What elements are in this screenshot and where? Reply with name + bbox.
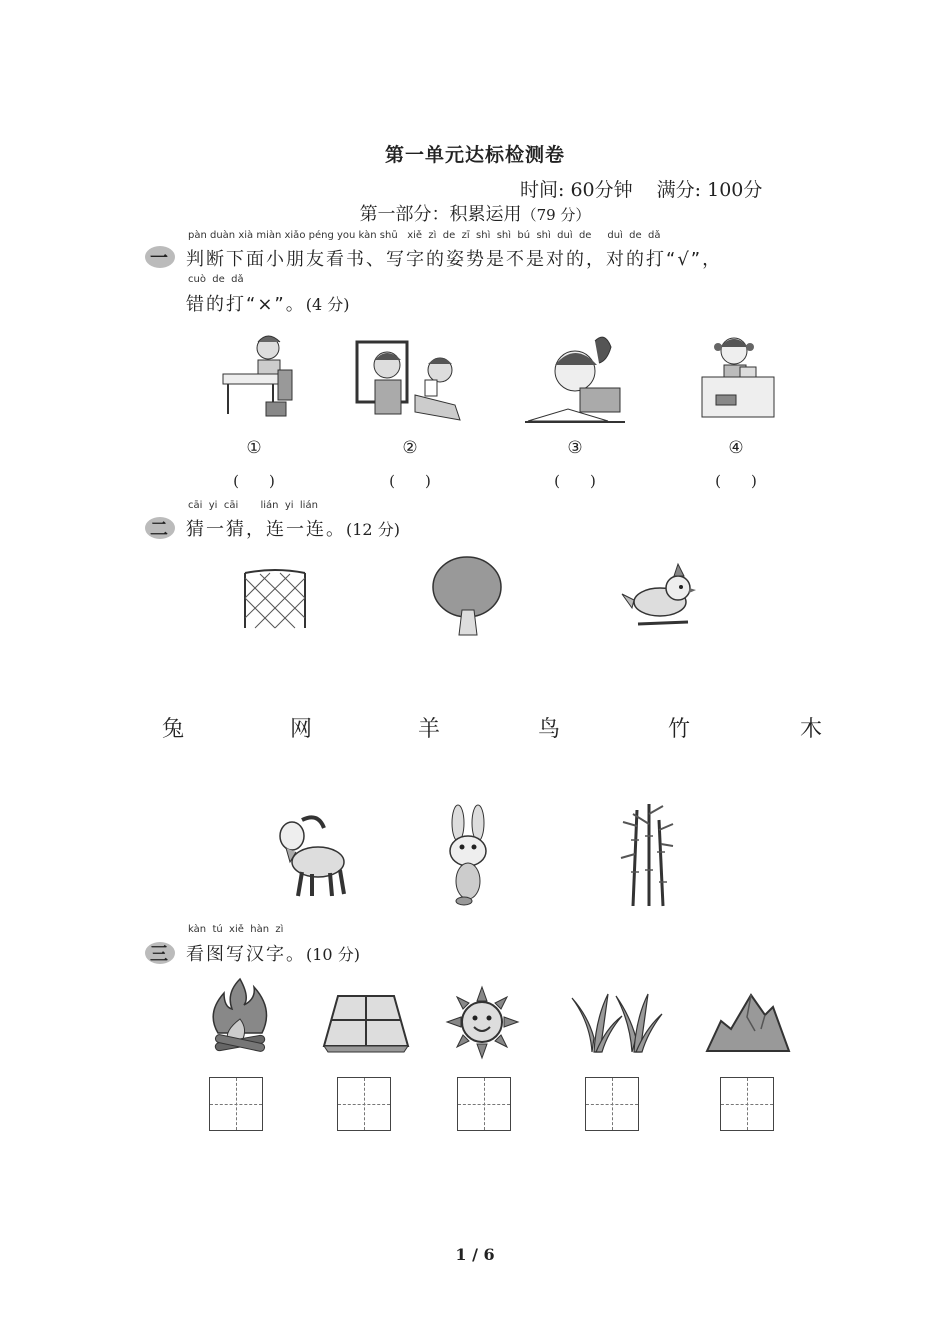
writing-grid-3[interactable] (457, 1077, 511, 1131)
q3-pinyin: kàn tú xiě hàn zì (188, 924, 284, 935)
full-score: 满分: 100分 (656, 179, 763, 201)
q1-answer-3[interactable]: ( ) (554, 472, 596, 490)
char-sheep[interactable]: 羊 (417, 717, 440, 742)
part-heading (0, 200, 950, 226)
tree-image (430, 555, 505, 637)
char-wood[interactable]: 木 (799, 717, 822, 742)
page-number: 1 / 6 (455, 1245, 495, 1264)
goat-image (272, 810, 352, 900)
q1-answer-1[interactable]: ( ) (233, 472, 275, 490)
char-net[interactable]: 网 (289, 717, 312, 742)
exam-meta (520, 175, 780, 202)
writing-grid-2[interactable] (337, 1077, 391, 1131)
q2-score: (12 分) (346, 520, 400, 539)
q1-score: (4 分) (305, 295, 350, 314)
net-image (240, 568, 310, 633)
char-rabbit[interactable]: 兔 (161, 717, 184, 742)
char-bird[interactable]: 鸟 (537, 717, 560, 742)
child-writing-desk-image (218, 332, 298, 422)
children-reading-lying-image (355, 340, 465, 430)
sun-image (445, 985, 520, 1060)
char-bamboo[interactable]: 竹 (667, 717, 690, 742)
q1-answer-4[interactable]: ( ) (715, 472, 757, 490)
q1-number-2: ② (402, 438, 418, 458)
bamboo-image (615, 800, 675, 908)
q1-badge: 一 (150, 248, 170, 269)
q3-text (186, 940, 360, 966)
mountain-image (705, 993, 790, 1053)
q1-answer-2[interactable]: ( ) (389, 472, 431, 490)
part-title: 第一部分：积累运用 (359, 204, 522, 225)
part-score: （79 分） (521, 206, 591, 224)
q1-pinyin-line2: cuò de dǎ (188, 274, 244, 285)
q1-pinyin-line1: pàn duàn xià miàn xiǎo péng you kàn shū xiě zì de zī shì shì bú shì duì de duì de dǎ (188, 230, 661, 241)
field-image (320, 990, 410, 1055)
fire-image (205, 975, 275, 1055)
q2-pinyin: cāi yi cāi lián yi lián (188, 500, 318, 511)
writing-grid-4[interactable] (585, 1077, 639, 1131)
q1-number-4: ④ (728, 438, 744, 458)
grass-image (570, 990, 665, 1055)
time-limit: 时间: 60分钟 (520, 179, 633, 201)
q2-badge: 二 (150, 519, 170, 540)
q2-text-body: 猜一猜，连一连。 (186, 519, 346, 540)
writing-grid-1[interactable] (209, 1077, 263, 1131)
q1-text-line2-body: 错的打“×”。 (186, 294, 306, 315)
rabbit-image (438, 805, 498, 905)
q1-number-1: ① (246, 438, 262, 458)
q1-number-3: ③ (567, 438, 583, 458)
q1-text-line2 (186, 290, 350, 316)
child-reading-at-desk-image (698, 333, 783, 425)
page-title: 第一单元达标检测卷 (384, 144, 565, 166)
q3-score: (10 分) (306, 945, 360, 964)
q2-text (186, 515, 400, 541)
q3-badge: 三 (150, 944, 170, 965)
bird-image (620, 560, 700, 632)
q3-text-body: 看图写汉字。 (186, 944, 306, 965)
girl-writing-head-down-image (525, 333, 630, 425)
writing-grid-5[interactable] (720, 1077, 774, 1131)
q1-text-line1: 判断下面小朋友看书、写字的姿势是不是对的，对的打“√”， (186, 249, 723, 270)
